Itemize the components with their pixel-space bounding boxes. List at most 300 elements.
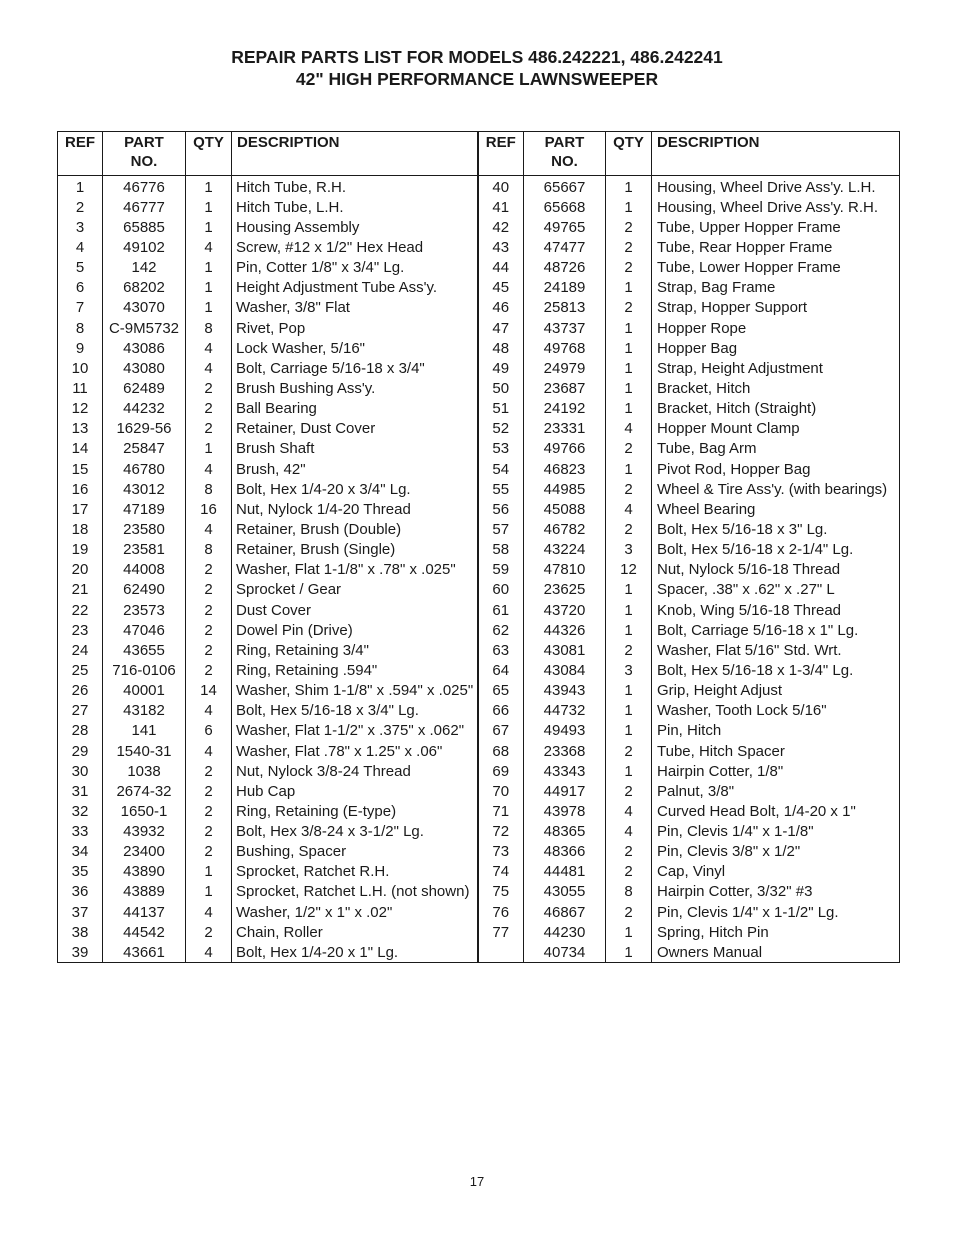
part-no-cell: 2674-32 xyxy=(103,781,186,801)
ref-cell: 32 xyxy=(58,801,103,821)
ref-cell: 54 xyxy=(478,459,524,479)
qty-cell: 1 xyxy=(606,338,652,358)
ref-cell: 37 xyxy=(58,902,103,922)
qty-cell: 1 xyxy=(186,882,232,902)
qty-cell: 4 xyxy=(606,419,652,439)
table-row xyxy=(58,922,900,942)
ref-cell: 55 xyxy=(478,479,524,499)
ref-cell: 69 xyxy=(478,761,524,781)
ref-cell: 45 xyxy=(478,278,524,298)
part-no-cell: 62489 xyxy=(103,378,186,398)
ref-cell: 41 xyxy=(478,197,524,217)
qty-cell: 8 xyxy=(186,540,232,560)
description-cell: Wheel & Tire Ass'y. (with bearings) xyxy=(652,479,900,499)
ref-cell: 57 xyxy=(478,519,524,539)
part-no-cell: 43182 xyxy=(103,701,186,721)
qty-cell: 2 xyxy=(606,298,652,318)
ref-cell: 75 xyxy=(478,882,524,902)
description-cell: Housing Assembly xyxy=(232,217,478,237)
ref-cell: 7 xyxy=(58,298,103,318)
description-header: DESCRIPTION xyxy=(232,132,478,176)
part-no-cell: 47189 xyxy=(103,499,186,519)
qty-cell: 2 xyxy=(606,741,652,761)
table-row xyxy=(58,902,900,922)
description-cell: Washer, Tooth Lock 5/16" xyxy=(652,701,900,721)
description-cell: Pin, Clevis 1/4" x 1-1/8" xyxy=(652,822,900,842)
description-cell: Tube, Hitch Spacer xyxy=(652,741,900,761)
ref-cell: 28 xyxy=(58,721,103,741)
description-cell: Strap, Height Adjustment xyxy=(652,358,900,378)
ref-cell: 53 xyxy=(478,439,524,459)
qty-cell: 1 xyxy=(186,278,232,298)
description-cell: Housing, Wheel Drive Ass'y. R.H. xyxy=(652,197,900,217)
qty-cell: 2 xyxy=(186,761,232,781)
parts-table-body xyxy=(58,176,900,963)
ref-cell: 76 xyxy=(478,902,524,922)
qty-cell: 8 xyxy=(186,318,232,338)
qty-header: QTY xyxy=(186,132,232,176)
qty-cell: 1 xyxy=(606,459,652,479)
qty-cell: 14 xyxy=(186,681,232,701)
page-number: 17 xyxy=(469,1174,485,1189)
ref-cell: 34 xyxy=(58,842,103,862)
table-row xyxy=(58,862,900,882)
qty-cell: 2 xyxy=(606,862,652,882)
description-cell: Grip, Height Adjust xyxy=(652,681,900,701)
part-no-cell: 43720 xyxy=(524,600,606,620)
ref-cell: 46 xyxy=(478,298,524,318)
description-cell: Washer, Flat 5/16" Std. Wrt. xyxy=(652,640,900,660)
part-no-cell: 46776 xyxy=(103,176,186,198)
description-cell: Curved Head Bolt, 1/4-20 x 1" xyxy=(652,801,900,821)
qty-cell: 2 xyxy=(186,560,232,580)
ref-cell: 25 xyxy=(58,660,103,680)
part-no-cell: 47477 xyxy=(524,237,606,257)
qty-cell: 1 xyxy=(606,278,652,298)
qty-cell: 2 xyxy=(606,781,652,801)
qty-cell: 1 xyxy=(186,439,232,459)
table-row xyxy=(58,378,900,398)
page-title-line1: REPAIR PARTS LIST FOR MODELS 486.242221, 486.242241 xyxy=(231,47,723,67)
part-no-cell: 46867 xyxy=(524,902,606,922)
part-no-cell: 23400 xyxy=(103,842,186,862)
qty-cell: 1 xyxy=(606,600,652,620)
table-row xyxy=(58,499,900,519)
part-no-cell: 48366 xyxy=(524,842,606,862)
ref-cell: 64 xyxy=(478,660,524,680)
qty-cell: 1 xyxy=(606,681,652,701)
part-no-cell: 46780 xyxy=(103,459,186,479)
qty-cell: 1 xyxy=(606,620,652,640)
qty-cell: 6 xyxy=(186,721,232,741)
qty-cell: 4 xyxy=(186,701,232,721)
ref-cell: 40 xyxy=(478,176,524,198)
table-row xyxy=(58,580,900,600)
table-row xyxy=(58,640,900,660)
ref-cell: 29 xyxy=(58,741,103,761)
qty-cell: 2 xyxy=(186,600,232,620)
ref-cell: 27 xyxy=(58,701,103,721)
qty-cell: 2 xyxy=(186,842,232,862)
part-no-cell: 65668 xyxy=(524,197,606,217)
description-cell: Nut, Nylock 5/16-18 Thread xyxy=(652,560,900,580)
ref-cell: 6 xyxy=(58,278,103,298)
description-cell: Tube, Bag Arm xyxy=(652,439,900,459)
description-cell: Pin, Hitch xyxy=(652,721,900,741)
ref-cell: 44 xyxy=(478,258,524,278)
description-cell: Bolt, Hex 1/4-20 x 1" Lg. xyxy=(232,942,478,963)
part-no-cell: 43084 xyxy=(524,660,606,680)
description-cell: Hub Cap xyxy=(232,781,478,801)
ref-cell: 31 xyxy=(58,781,103,801)
qty-cell: 2 xyxy=(186,640,232,660)
part-no-cell: 43012 xyxy=(103,479,186,499)
ref-cell: 59 xyxy=(478,560,524,580)
part-no-cell: 44008 xyxy=(103,560,186,580)
table-row xyxy=(58,459,900,479)
part-header-line1: PART xyxy=(544,134,585,151)
table-row xyxy=(58,721,900,741)
table-row xyxy=(58,217,900,237)
part-no-header xyxy=(103,132,186,176)
ref-cell: 51 xyxy=(478,399,524,419)
table-row xyxy=(58,741,900,761)
description-cell: Owners Manual xyxy=(652,942,900,963)
description-cell: Brush Bushing Ass'y. xyxy=(232,378,478,398)
qty-cell: 8 xyxy=(606,882,652,902)
part-no-cell: 44137 xyxy=(103,902,186,922)
qty-cell: 2 xyxy=(606,519,652,539)
ref-cell: 26 xyxy=(58,681,103,701)
ref-cell: 38 xyxy=(58,922,103,942)
qty-cell: 2 xyxy=(606,217,652,237)
qty-header: QTY xyxy=(606,132,652,176)
part-no-cell: 25813 xyxy=(524,298,606,318)
ref-cell: 68 xyxy=(478,741,524,761)
part-no-cell: 44985 xyxy=(524,479,606,499)
qty-cell: 2 xyxy=(186,620,232,640)
ref-header: REF xyxy=(478,132,524,176)
description-cell: Tube, Lower Hopper Frame xyxy=(652,258,900,278)
ref-cell: 24 xyxy=(58,640,103,660)
ref-cell: 58 xyxy=(478,540,524,560)
ref-cell: 33 xyxy=(58,822,103,842)
part-no-cell: 44542 xyxy=(103,922,186,942)
table-row xyxy=(58,439,900,459)
description-cell: Hopper Mount Clamp xyxy=(652,419,900,439)
part-no-cell: 24192 xyxy=(524,399,606,419)
ref-cell: 71 xyxy=(478,801,524,821)
part-no-cell: 43932 xyxy=(103,822,186,842)
table-row xyxy=(58,761,900,781)
part-no-cell: 24979 xyxy=(524,358,606,378)
ref-cell: 60 xyxy=(478,580,524,600)
part-no-cell: 44917 xyxy=(524,781,606,801)
qty-cell: 1 xyxy=(606,197,652,217)
part-no-cell: 23368 xyxy=(524,741,606,761)
ref-cell: 56 xyxy=(478,499,524,519)
qty-cell: 2 xyxy=(606,258,652,278)
description-cell: Housing, Wheel Drive Ass'y. L.H. xyxy=(652,176,900,198)
part-no-cell: 49768 xyxy=(524,338,606,358)
qty-cell: 1 xyxy=(606,580,652,600)
table-row xyxy=(58,540,900,560)
part-no-cell: 43055 xyxy=(524,882,606,902)
ref-cell: 15 xyxy=(58,459,103,479)
qty-cell: 2 xyxy=(186,378,232,398)
part-no-cell: 43086 xyxy=(103,338,186,358)
page-title-line2: 42" HIGH PERFORMANCE LAWNSWEEPER xyxy=(295,69,659,89)
part-no-header xyxy=(524,132,606,176)
qty-cell: 4 xyxy=(186,237,232,257)
qty-cell: 2 xyxy=(606,640,652,660)
qty-cell: 2 xyxy=(606,842,652,862)
description-cell: Ball Bearing xyxy=(232,399,478,419)
part-no-cell: 23331 xyxy=(524,419,606,439)
part-no-cell: 43737 xyxy=(524,318,606,338)
ref-cell: 22 xyxy=(58,600,103,620)
part-no-cell: 49765 xyxy=(524,217,606,237)
ref-cell: 36 xyxy=(58,882,103,902)
ref-cell xyxy=(478,942,524,963)
ref-cell: 65 xyxy=(478,681,524,701)
part-header-line1: PART xyxy=(124,134,164,151)
part-no-cell: 49102 xyxy=(103,237,186,257)
ref-cell: 39 xyxy=(58,942,103,963)
qty-cell: 1 xyxy=(606,176,652,198)
ref-cell: 63 xyxy=(478,640,524,660)
part-no-cell: 44230 xyxy=(524,922,606,942)
description-cell: Hitch Tube, R.H. xyxy=(232,176,478,198)
qty-cell: 1 xyxy=(186,862,232,882)
part-no-cell: 48726 xyxy=(524,258,606,278)
qty-cell: 1 xyxy=(186,217,232,237)
part-no-cell: 46823 xyxy=(524,459,606,479)
description-cell: Spring, Hitch Pin xyxy=(652,922,900,942)
qty-cell: 1 xyxy=(606,318,652,338)
description-cell: Rivet, Pop xyxy=(232,318,478,338)
ref-cell: 74 xyxy=(478,862,524,882)
description-cell: Bolt, Carriage 5/16-18 x 3/4" xyxy=(232,358,478,378)
part-no-cell: 49493 xyxy=(524,721,606,741)
ref-cell: 18 xyxy=(58,519,103,539)
table-row xyxy=(58,882,900,902)
ref-cell: 77 xyxy=(478,922,524,942)
description-cell: Chain, Roller xyxy=(232,922,478,942)
description-cell: Bracket, Hitch (Straight) xyxy=(652,399,900,419)
part-no-cell: 24189 xyxy=(524,278,606,298)
description-cell: Bolt, Hex 5/16-18 x 2-1/4" Lg. xyxy=(652,540,900,560)
part-no-cell: 43343 xyxy=(524,761,606,781)
part-no-cell: 45088 xyxy=(524,499,606,519)
description-cell: Washer, Flat 1-1/2" x .375" x .062" xyxy=(232,721,478,741)
description-cell: Strap, Bag Frame xyxy=(652,278,900,298)
description-header: DESCRIPTION xyxy=(652,132,900,176)
description-cell: Washer, Flat 1-1/8" x .78" x .025" xyxy=(232,560,478,580)
ref-cell: 11 xyxy=(58,378,103,398)
qty-cell: 1 xyxy=(606,922,652,942)
part-no-cell: 47810 xyxy=(524,560,606,580)
qty-cell: 4 xyxy=(186,741,232,761)
qty-cell: 2 xyxy=(606,902,652,922)
description-cell: Bolt, Hex 1/4-20 x 3/4" Lg. xyxy=(232,479,478,499)
description-cell: Bracket, Hitch xyxy=(652,378,900,398)
qty-cell: 8 xyxy=(186,479,232,499)
table-row xyxy=(58,338,900,358)
table-row xyxy=(58,781,900,801)
ref-cell: 3 xyxy=(58,217,103,237)
qty-cell: 16 xyxy=(186,499,232,519)
table-row xyxy=(58,237,900,257)
part-no-cell: 716-0106 xyxy=(103,660,186,680)
ref-cell: 42 xyxy=(478,217,524,237)
part-no-cell: 44326 xyxy=(524,620,606,640)
ref-cell: 21 xyxy=(58,580,103,600)
description-cell: Hairpin Cotter, 3/32" #3 xyxy=(652,882,900,902)
ref-cell: 13 xyxy=(58,419,103,439)
description-cell: Ring, Retaining .594" xyxy=(232,660,478,680)
ref-cell: 61 xyxy=(478,600,524,620)
ref-cell: 35 xyxy=(58,862,103,882)
qty-cell: 1 xyxy=(186,258,232,278)
qty-cell: 1 xyxy=(606,942,652,963)
description-cell: Retainer, Brush (Single) xyxy=(232,540,478,560)
ref-cell: 1 xyxy=(58,176,103,198)
table-row xyxy=(58,620,900,640)
qty-cell: 2 xyxy=(186,660,232,680)
qty-cell: 2 xyxy=(186,801,232,821)
table-header-row xyxy=(58,132,900,176)
part-no-cell: 23581 xyxy=(103,540,186,560)
ref-cell: 5 xyxy=(58,258,103,278)
description-cell: Pin, Clevis 3/8" x 1/2" xyxy=(652,842,900,862)
table-row xyxy=(58,519,900,539)
description-cell: Brush, 42" xyxy=(232,459,478,479)
qty-cell: 2 xyxy=(606,439,652,459)
part-no-cell: 43661 xyxy=(103,942,186,963)
description-cell: Cap, Vinyl xyxy=(652,862,900,882)
description-cell: Hairpin Cotter, 1/8" xyxy=(652,761,900,781)
ref-cell: 2 xyxy=(58,197,103,217)
part-no-cell: 40734 xyxy=(524,942,606,963)
table-row xyxy=(58,278,900,298)
part-no-cell: 142 xyxy=(103,258,186,278)
qty-cell: 4 xyxy=(186,358,232,378)
qty-cell: 1 xyxy=(606,378,652,398)
description-cell: Washer, 1/2" x 1" x .02" xyxy=(232,902,478,922)
ref-header: REF xyxy=(58,132,103,176)
part-no-cell: 48365 xyxy=(524,822,606,842)
part-no-cell: 44732 xyxy=(524,701,606,721)
qty-cell: 4 xyxy=(606,822,652,842)
qty-cell: 4 xyxy=(606,801,652,821)
description-cell: Bolt, Hex 5/16-18 x 3" Lg. xyxy=(652,519,900,539)
ref-cell: 43 xyxy=(478,237,524,257)
qty-cell: 2 xyxy=(606,479,652,499)
qty-cell: 4 xyxy=(186,459,232,479)
part-no-cell: 1540-31 xyxy=(103,741,186,761)
ref-cell: 8 xyxy=(58,318,103,338)
part-no-cell: 44232 xyxy=(103,399,186,419)
description-cell: Bolt, Hex 3/8-24 x 3-1/2" Lg. xyxy=(232,822,478,842)
qty-cell: 3 xyxy=(606,660,652,680)
description-cell: Spacer, .38" x .62" x .27" L xyxy=(652,580,900,600)
description-cell: Dust Cover xyxy=(232,600,478,620)
part-no-cell: C-9M5732 xyxy=(103,318,186,338)
description-cell: Bolt, Hex 5/16-18 x 1-3/4" Lg. xyxy=(652,660,900,680)
qty-cell: 1 xyxy=(606,761,652,781)
part-no-cell: 47046 xyxy=(103,620,186,640)
table-row xyxy=(58,560,900,580)
ref-cell: 19 xyxy=(58,540,103,560)
qty-cell: 4 xyxy=(186,942,232,963)
part-no-cell: 43224 xyxy=(524,540,606,560)
ref-cell: 14 xyxy=(58,439,103,459)
part-no-cell: 141 xyxy=(103,721,186,741)
part-header-line2: NO. xyxy=(551,153,578,170)
ref-cell: 73 xyxy=(478,842,524,862)
ref-cell: 49 xyxy=(478,358,524,378)
part-no-cell: 49766 xyxy=(524,439,606,459)
part-no-cell: 43889 xyxy=(103,882,186,902)
description-cell: Tube, Rear Hopper Frame xyxy=(652,237,900,257)
ref-cell: 48 xyxy=(478,338,524,358)
description-cell: Palnut, 3/8" xyxy=(652,781,900,801)
qty-cell: 1 xyxy=(186,176,232,198)
ref-cell: 52 xyxy=(478,419,524,439)
qty-cell: 4 xyxy=(186,338,232,358)
ref-cell: 17 xyxy=(58,499,103,519)
description-cell: Dowel Pin (Drive) xyxy=(232,620,478,640)
description-cell: Height Adjustment Tube Ass'y. xyxy=(232,278,478,298)
description-cell: Retainer, Brush (Double) xyxy=(232,519,478,539)
description-cell: Bushing, Spacer xyxy=(232,842,478,862)
qty-cell: 1 xyxy=(606,399,652,419)
table-row xyxy=(58,660,900,680)
table-row xyxy=(58,681,900,701)
part-no-cell: 23580 xyxy=(103,519,186,539)
qty-cell: 4 xyxy=(606,499,652,519)
part-no-cell: 46782 xyxy=(524,519,606,539)
part-no-cell: 44481 xyxy=(524,862,606,882)
table-row xyxy=(58,701,900,721)
description-cell: Hitch Tube, L.H. xyxy=(232,197,478,217)
ref-cell: 20 xyxy=(58,560,103,580)
description-cell: Pivot Rod, Hopper Bag xyxy=(652,459,900,479)
table-row xyxy=(58,318,900,338)
part-no-cell: 40001 xyxy=(103,681,186,701)
description-cell: Pin, Cotter 1/8" x 3/4" Lg. xyxy=(232,258,478,278)
qty-cell: 4 xyxy=(186,902,232,922)
qty-cell: 1 xyxy=(606,358,652,378)
table-row xyxy=(58,258,900,278)
table-row xyxy=(58,419,900,439)
qty-cell: 1 xyxy=(606,721,652,741)
description-cell: Washer, 3/8" Flat xyxy=(232,298,478,318)
part-no-cell: 43080 xyxy=(103,358,186,378)
table-row xyxy=(58,358,900,378)
qty-cell: 2 xyxy=(186,399,232,419)
description-cell: Washer, Flat .78" x 1.25" x .06" xyxy=(232,741,478,761)
part-no-cell: 43890 xyxy=(103,862,186,882)
qty-cell: 1 xyxy=(606,701,652,721)
ref-cell: 72 xyxy=(478,822,524,842)
description-cell: Bolt, Hex 5/16-18 x 3/4" Lg. xyxy=(232,701,478,721)
repair-parts-table xyxy=(57,131,900,963)
description-cell: Strap, Hopper Support xyxy=(652,298,900,318)
qty-cell: 2 xyxy=(186,419,232,439)
part-no-cell: 43081 xyxy=(524,640,606,660)
